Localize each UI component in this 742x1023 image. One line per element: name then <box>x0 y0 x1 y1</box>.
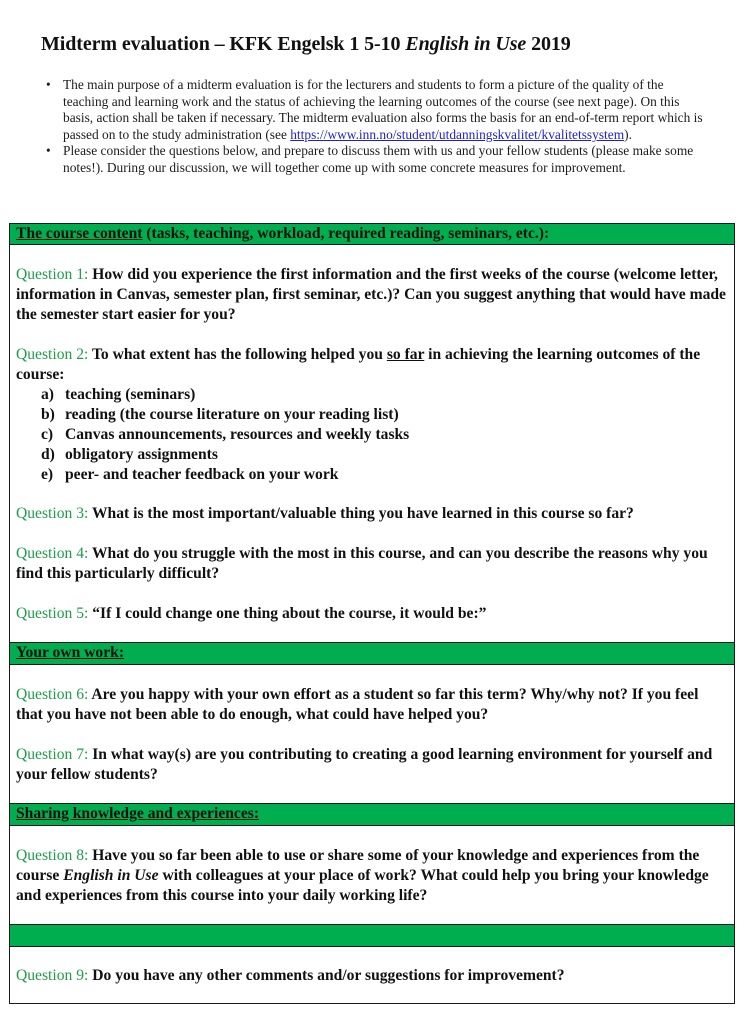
document-title <box>41 33 571 56</box>
section-header-own-work <box>10 642 734 665</box>
title-course-name: English in Use <box>405 33 527 55</box>
question-text: in achieving the learning outcomes of the course: <box>16 346 701 383</box>
question-text-underlined: so far <box>386 346 425 363</box>
question-text: How did you experience the first information and the first weeks of the course (welcome letter, information in Canvas, semester plan, first seminar, etc.)? Can you suggest anything that would have made the semester start easier for you? <box>16 266 726 323</box>
item-text: Canvas announcements, resources and weekly tasks <box>65 426 410 443</box>
question-8 <box>16 846 728 906</box>
bullet-icon: • <box>46 77 51 92</box>
question-text: “If I could change one thing about the course, it would be:” <box>88 605 487 622</box>
question-2 <box>16 345 728 485</box>
intro-bullet-item <box>44 77 704 143</box>
item-letter: b) <box>41 406 55 423</box>
bullet-icon: • <box>46 143 51 159</box>
question-text: To what extent has the following helped you <box>88 346 387 363</box>
evaluation-table <box>9 223 735 1004</box>
question-label: Question 1: <box>16 266 89 283</box>
list-item <box>16 385 728 405</box>
item-text: obligatory assignments <box>65 446 218 463</box>
intro-bullet-list <box>44 77 704 177</box>
quality-system-link[interactable]: https://www.inn.no/student/utdanningskvalitet/kvalitetssystem <box>290 126 625 142</box>
item-letter: c) <box>41 426 54 443</box>
item-letter: e) <box>41 466 54 483</box>
question-text: Do you have any other comments and/or suggestions for improvement? <box>88 967 565 984</box>
question-5 <box>16 604 728 624</box>
question-1 <box>16 265 728 325</box>
item-letter: a) <box>41 386 54 403</box>
intro-bullet-item <box>44 143 704 176</box>
list-item <box>16 465 728 485</box>
section-header-rest: (tasks, teaching, workload, required reading, seminars, etc.): <box>142 224 550 242</box>
question-text: Are you happy with your own effort as a student so far this term? Why/why not? If you feel that you have not been able to do enough, what could have helped you? <box>16 686 699 723</box>
item-letter: d) <box>41 446 55 463</box>
item-text: peer- and teacher feedback on your work <box>65 466 339 483</box>
question-text: Have you so far been able to use or share some of your knowledge and experiences from the course <box>16 847 700 884</box>
intro-text: Please consider the questions below, and prepare to discuss them with us and your fellow students (please make some notes!). During our discussion, we will together come up with some concrete measures for improvement. <box>63 143 694 175</box>
question-text: with colleagues at your place of work? What could help you bring your knowledge and experiences from this course into your daily working life? <box>16 867 709 904</box>
question-3 <box>16 504 728 524</box>
question-6 <box>16 685 728 725</box>
question-text-italic: English in Use <box>63 867 159 884</box>
section-header-sharing <box>10 803 734 826</box>
question-label: Question 6: <box>16 686 89 703</box>
item-text: reading (the course literature on your reading list) <box>65 406 399 423</box>
question-text: What is the most important/valuable thing you have learned in this course so far? <box>88 505 634 522</box>
intro-text: The main purpose of a midterm evaluation is for the lecturers and students to form a picture of the quality of the teaching and learning work and the status of achieving the learning outcomes of the course (see next page). On this basis, action shall be taken if necessary. The midterm evaluation also forms the basis for an end-of-term report which is passed on to the study administration (see <box>63 77 703 142</box>
section-header-underlined: The course content <box>16 224 143 242</box>
title-suffix: 2019 <box>526 33 571 55</box>
question-label: Question 3: <box>16 505 89 522</box>
question-label: Question 2: <box>16 346 89 363</box>
question-4 <box>16 544 728 584</box>
list-item <box>16 425 728 445</box>
question-text: What do you struggle with the most in this course, and can you describe the reasons why you find this particularly difficult? <box>16 545 708 582</box>
question-label: Question 5: <box>16 605 89 622</box>
list-item <box>16 445 728 465</box>
question-label: Question 7: <box>16 746 89 763</box>
question-label: Question 9: <box>16 967 89 984</box>
question-7 <box>16 745 728 785</box>
section-header-blank <box>10 924 734 947</box>
section-header-underlined: Your own work: <box>16 644 125 661</box>
question-9 <box>16 966 728 986</box>
question-label: Question 8: <box>16 847 89 864</box>
title-prefix: Midterm evaluation – KFK Engelsk 1 5-10 <box>41 33 406 55</box>
question-text: In what way(s) are you contributing to creating a good learning environment for yourself and your fellow students? <box>16 746 713 783</box>
list-item <box>16 405 728 425</box>
section-header-underlined: Sharing knowledge and experiences: <box>16 805 260 822</box>
item-text: teaching (seminars) <box>65 386 196 403</box>
intro-text-end: ). <box>624 126 632 142</box>
question-2-items <box>16 385 728 485</box>
question-label: Question 4: <box>16 545 89 562</box>
section-header-course-content <box>10 223 734 245</box>
